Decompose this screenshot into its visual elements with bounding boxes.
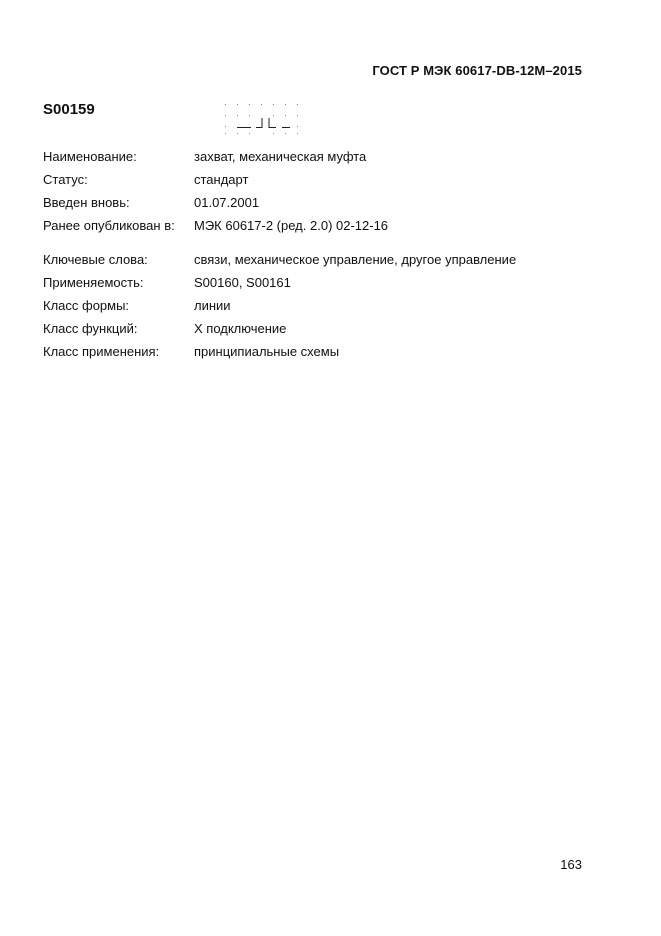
field-value: 01.07.2001 bbox=[194, 195, 260, 210]
symbol-code: S00159 bbox=[43, 101, 95, 118]
field-label: Применяемость: bbox=[43, 275, 144, 290]
field-label: Статус: bbox=[43, 172, 88, 187]
field-value: принципиальные схемы bbox=[194, 344, 340, 359]
mechanical-coupling-symbol-icon bbox=[222, 101, 302, 135]
field-label: Класс формы: bbox=[43, 298, 130, 313]
field-value: МЭК 60617-2 (ред. 2.0) 02-12-16 bbox=[194, 218, 389, 233]
field-value: захват, механическая муфта bbox=[194, 149, 367, 164]
field-label: Класс применения: bbox=[43, 344, 160, 359]
page-number: 163 bbox=[560, 857, 582, 872]
field-value: линии bbox=[194, 298, 231, 313]
field-value: стандарт bbox=[194, 172, 249, 187]
field-value: S00160, S00161 bbox=[194, 275, 291, 290]
field-label: Введен вновь: bbox=[43, 195, 130, 210]
field-value: связи, механическое управление, другое управление bbox=[194, 252, 517, 267]
document-header: ГОСТ Р МЭК 60617-DB-12M–2015 bbox=[372, 63, 582, 78]
field-label: Класс функций: bbox=[43, 321, 138, 336]
field-label: Ключевые слова: bbox=[43, 252, 148, 267]
field-label: Наименование: bbox=[43, 149, 137, 164]
field-label: Ранее опубликован в: bbox=[43, 218, 175, 233]
field-value: X подключение bbox=[194, 321, 287, 336]
